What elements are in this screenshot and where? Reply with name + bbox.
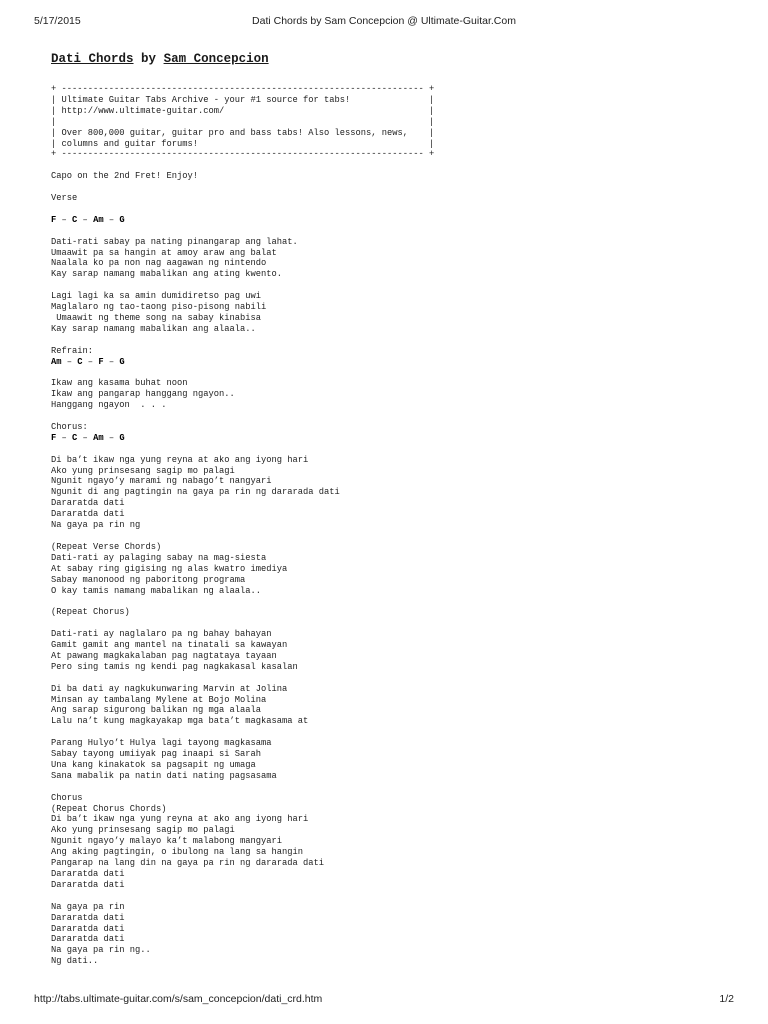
lyric-line: (Repeat Verse Chords) [51, 541, 162, 552]
blank-line [51, 411, 434, 422]
artist-link[interactable]: Sam Concepcion [163, 52, 269, 66]
lyric-line: Sabay manonood ng paboritong programa [51, 574, 246, 585]
lyric-line: Ikaw ang pangarap hanggang ngayon.. [51, 389, 235, 400]
chord-f[interactable]: F [51, 214, 57, 225]
lyric-line: (Repeat Chorus Chords) [51, 803, 167, 814]
chord-c[interactable]: C [77, 356, 83, 367]
archive-box-line: | Ultimate Guitar Tabs Archive - your #1 source for tabs! | [51, 94, 435, 105]
blank-line [51, 596, 434, 607]
lyric-line: Dararatda dati [51, 934, 125, 945]
lyric-line: Umaawit ng theme song na sabay kinabisa [51, 312, 262, 323]
lyric-line: Lalu na’t kung magkayakap mga bata’t magkasama at [51, 716, 309, 727]
by-text: by [141, 52, 157, 66]
lyric-line: Ng dati.. [51, 956, 99, 967]
lyric-line: Kay sarap namang mabalikan ang ating kwento. [51, 269, 283, 280]
lyric-line: Verse [51, 193, 78, 204]
lyric-line: Una kang kinakatok sa pagsapit ng umaga [51, 759, 256, 770]
lyric-line: Ang sarap sigurong balikan ng mga alaala [51, 705, 262, 716]
lyric-line: At sabay ring gigising ng alas kwatro imediya [51, 563, 288, 574]
lyric-line: Gamit gamit ang mantel na tinatali sa kawayan [51, 640, 288, 651]
chord-f[interactable]: F [51, 432, 57, 443]
lyric-line: Sabay tayong umiiyak pag inaapi si Sarah [51, 749, 262, 760]
lyric-line: Na gaya pa rin ng [51, 520, 141, 531]
archive-box-line: | | [51, 116, 435, 127]
archive-box-line: | Over 800,000 guitar, guitar pro and bass tabs! Also lessons, news, | [51, 127, 435, 138]
archive-box-line: | http://www.ultimate-guitar.com/ | [51, 105, 435, 116]
lyric-line: Ikaw ang kasama buhat noon [51, 378, 188, 389]
blank-line [51, 335, 434, 346]
lyric-line: Umaawit pa sa hangin at amoy araw ang balat [51, 247, 277, 258]
lyric-line: Dati-rati ay naglalaro pa ng bahay bahayan [51, 629, 272, 640]
song-title-link[interactable]: Dati Chords [51, 52, 134, 66]
lyric-line: Ngunit di ang pagtingin na gaya pa rin ng dararada dati [51, 487, 340, 498]
lyric-line: Parang Hulyo’t Hulya lagi tayong magkasama [51, 738, 272, 749]
chord-am[interactable]: Am [93, 214, 104, 225]
lyric-line: Ang aking pagtingin, o ibulong na lang sa hangin [51, 847, 304, 858]
lyric-line: Lagi lagi ka sa amin dumidiretso pag uwi [51, 291, 262, 302]
chord-g[interactable]: G [119, 432, 125, 443]
chord-c[interactable]: C [72, 214, 78, 225]
lyric-line: Na gaya pa rin [51, 901, 125, 912]
blank-line [51, 782, 434, 793]
chord-c[interactable]: C [72, 432, 78, 443]
blank-line [51, 280, 434, 291]
lyric-line: Dararatda dati [51, 498, 125, 509]
blank-line [51, 204, 434, 215]
lyric-line: Dararatda dati [51, 912, 125, 923]
lyric-line: (Repeat Chorus) [51, 607, 130, 618]
chord-f[interactable]: F [98, 356, 104, 367]
tab-content [51, 84, 434, 967]
print-date: 5/17/2015 [34, 15, 81, 27]
lyric-line: Pero sing tamis ng kendi pag nagkakasal kasalan [51, 661, 298, 672]
lyric-line: Pangarap na lang din na gaya pa rin ng dararada dati [51, 858, 325, 869]
blank-line [51, 531, 434, 542]
archive-box-line: | columns and guitar forums! | [51, 138, 435, 149]
blank-line [51, 618, 434, 629]
lyric-line: Di ba dati ay nagkukunwaring Marvin at Jolina [51, 683, 288, 694]
lyric-line: Ngunit ngayo’y malayo ka’t malabong mangyari [51, 836, 283, 847]
archive-box-line: + --------------------------------------------------------------------- + [51, 84, 435, 94]
page-number: 1/2 [719, 993, 734, 1005]
lyric-line: Chorus [51, 792, 83, 803]
blank-line [51, 182, 434, 193]
lyric-line: Chorus: [51, 421, 88, 432]
lyric-line: F – C – Am – G [51, 432, 125, 443]
blank-line [51, 367, 434, 378]
chord-am[interactable]: Am [51, 356, 62, 367]
lyric-line: Dararatda dati [51, 923, 125, 934]
lyric-line: Dati-rati sabay pa nating pinangarap ang lahat. [51, 236, 298, 247]
lyric-line: Dararatda dati [51, 509, 125, 520]
lyric-line: Dararatda dati [51, 879, 125, 890]
blank-line [51, 444, 434, 455]
lyric-line: Dati-rati ay palaging sabay na mag-siesta [51, 552, 267, 563]
lyric-line: Maglalaro ng tao-taong piso-pisong nabili [51, 302, 267, 313]
page-title [51, 52, 269, 66]
lyric-line: O kay tamis namang mabalikan ng alaala.. [51, 585, 262, 596]
chord-g[interactable]: G [119, 214, 125, 225]
blank-line [51, 727, 434, 738]
archive-box-line: + --------------------------------------------------------------------- + [51, 149, 435, 160]
chord-am[interactable]: Am [93, 432, 104, 443]
lyric-line: At pawang magkakalaban pag nagtataya tayaan [51, 650, 277, 661]
lyric-line: Refrain: [51, 345, 94, 356]
blank-line [51, 226, 434, 237]
source-url: http://tabs.ultimate-guitar.com/s/sam_concepcion/dati_crd.htm [34, 993, 323, 1005]
blank-line [51, 891, 434, 902]
print-page-title: Dati Chords by Sam Concepcion @ Ultimate-Guitar.Com [252, 15, 516, 27]
lyric-line: Di ba’t ikaw nga yung reyna at ako ang iyong hari [51, 454, 309, 465]
lyric-line: Ako yung prinsesang sagip mo palagi [51, 465, 235, 476]
lyric-line: Ako yung prinsesang sagip mo palagi [51, 825, 235, 836]
lyric-line: Capo on the 2nd Fret! Enjoy! [51, 171, 199, 182]
lyric-line: Di ba’t ikaw nga yung reyna at ako ang iyong hari [51, 814, 309, 825]
lyric-line: Kay sarap namang mabalikan ang alaala.. [51, 323, 256, 334]
lyric-line: Hanggang ngayon . . . [51, 400, 167, 411]
chord-g[interactable]: G [119, 356, 125, 367]
blank-line [51, 160, 434, 171]
lyric-line: F – C – Am – G [51, 214, 125, 225]
lyric-line: Dararatda dati [51, 869, 125, 880]
blank-line [51, 673, 434, 684]
lyric-line: Naalala ko pa non nag aagawan ng nintendo [51, 258, 267, 269]
lyric-line: Minsan ay tambalang Mylene at Bojo Molina [51, 694, 267, 705]
lyric-line: Na gaya pa rin ng.. [51, 945, 151, 956]
print-header [34, 15, 734, 29]
lyric-line: Am – C – F – G [51, 356, 125, 367]
lyric-line: Ngunit ngayo’y marami ng nabago’t nangyari [51, 476, 272, 487]
lyric-line: Sana mabalik pa natin dati nating pagsasama [51, 770, 277, 781]
print-footer [34, 993, 734, 1007]
